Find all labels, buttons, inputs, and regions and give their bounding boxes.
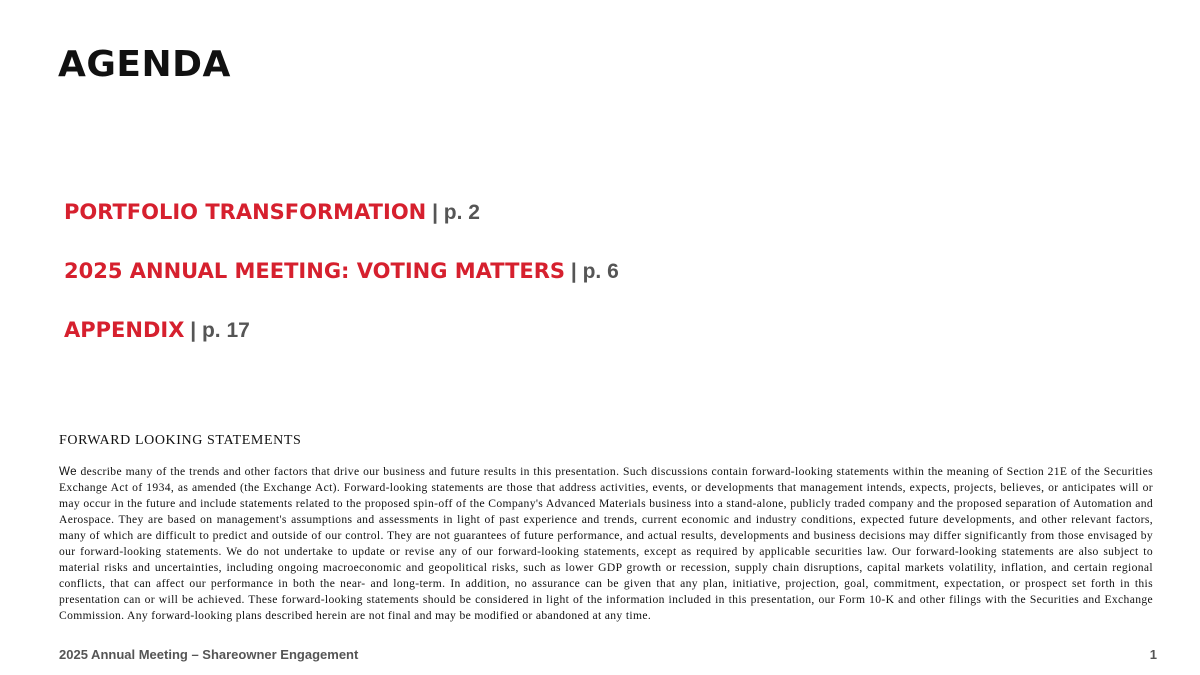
agenda-item-label: PORTFOLIO TRANSFORMATION: [64, 200, 427, 224]
forward-looking-body: [59, 464, 1153, 624]
agenda-item-page: p. 6: [582, 260, 619, 283]
footer-title: 2025 Annual Meeting – Shareowner Engagement: [59, 647, 359, 662]
agenda-item-label: APPENDIX: [64, 318, 185, 342]
agenda-item-label: 2025 ANNUAL MEETING: VOTING MATTERS: [64, 259, 566, 283]
agenda-item-page: p. 17: [201, 319, 250, 342]
agenda-item: [64, 198, 619, 226]
agenda-list: [64, 198, 619, 375]
forward-looking-heading: FORWARD LOOKING STATEMENTS: [59, 433, 302, 448]
agenda-item-page: p. 2: [443, 201, 480, 224]
agenda-item-separator: |: [565, 260, 583, 283]
agenda-item-separator: |: [184, 319, 202, 342]
forward-looking-text: describe many of the trends and other factors that drive our business and future results in this presentation. Such discussions contain forward-looking statements within the meaning of Section 21E of the Securities Exchange Act of 1934, as amended (the Exchange Act). Forward-looking statements are those that address activities, events, or developments that management intends, expects, projects, believes, or anticipates will or may occur in the future and include statements related to the proposed spin-off of the Company's Advanced Materials business into a stand-alone, publicly traded company and the proposed separation of Automation and Aerospace. They are based on management's assumptions and assessments in light of past experience and trends, current economic and industry conditions, expected future developments, and other relevant factors, many of which are difficult to predict and outside of our control. They are not guarantees of future performance, and actual results, developments and business decisions may differ significantly from those envisaged by our forward-looking statements. We do not undertake to update or revise any of our forward-looking statements, except as required by applicable securities law. Our forward-looking statements are also subject to material risks and uncertainties, including ongoing macroeconomic and geopolitical risks, such as lower GDP growth or recession, supply chain disruptions, capital markets volatility, inflation, and certain regional conflicts, that can affect our performance in both the near- and long-term. In addition, no assurance can be given that any plan, initiative, projection, goal, commitment, expectation, or prospect set forth in this presentation can or will be achieved. These forward-looking statements should be considered in light of the information included in this presentation, our Form 10-K and other filings with the Securities and Exchange Commission. Any forward-looking plans described herein are not final and may be modified or abandoned at any time.: [59, 465, 1153, 622]
page-number: 1: [1149, 647, 1157, 662]
slide-title: AGENDA: [58, 44, 231, 85]
agenda-item: [64, 257, 619, 285]
agenda-item: [64, 316, 619, 344]
forward-looking-lead: We: [59, 465, 77, 478]
agenda-item-separator: |: [426, 201, 444, 224]
